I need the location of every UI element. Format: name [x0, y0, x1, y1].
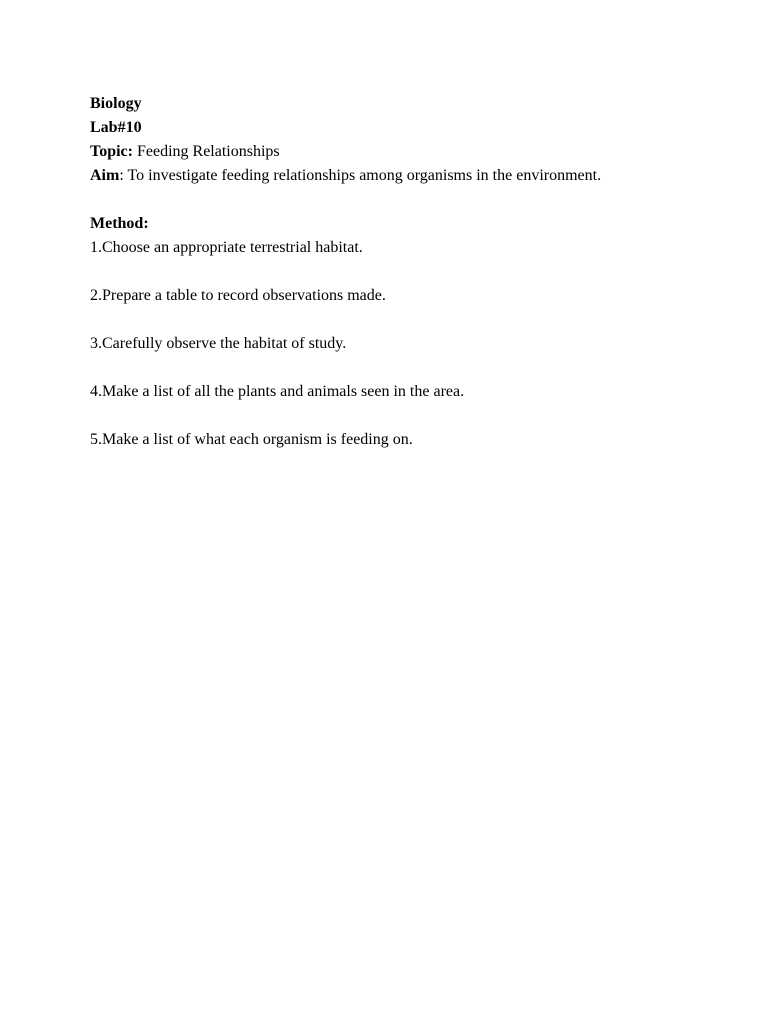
method-heading: Method: [90, 215, 149, 232]
aim-value: : To investigate feeding relationships among organisms in the environment. [119, 167, 602, 184]
spacer [90, 356, 730, 380]
topic-label: Topic: [90, 143, 133, 160]
spacer [90, 308, 730, 332]
method-step-4: 4.Make a list of all the plants and animals seen in the area. [90, 383, 465, 400]
subject-heading: Biology [90, 95, 142, 112]
document-body [90, 92, 730, 452]
method-step-5: 5.Make a list of what each organism is feeding on. [90, 431, 413, 448]
spacer [90, 404, 730, 428]
method-step-2: 2.Prepare a table to record observations made. [90, 287, 386, 304]
spacer [90, 260, 730, 284]
lab-number: Lab#10 [90, 119, 142, 136]
aim-line [90, 164, 730, 188]
method-step-1: 1.Choose an appropriate terrestrial habitat. [90, 239, 363, 256]
topic-line [90, 140, 730, 164]
topic-value: Feeding Relationships [132, 143, 280, 160]
spacer [90, 188, 730, 212]
method-step-3: 3.Carefully observe the habitat of study. [90, 335, 347, 352]
aim-label: Aim [90, 167, 120, 184]
